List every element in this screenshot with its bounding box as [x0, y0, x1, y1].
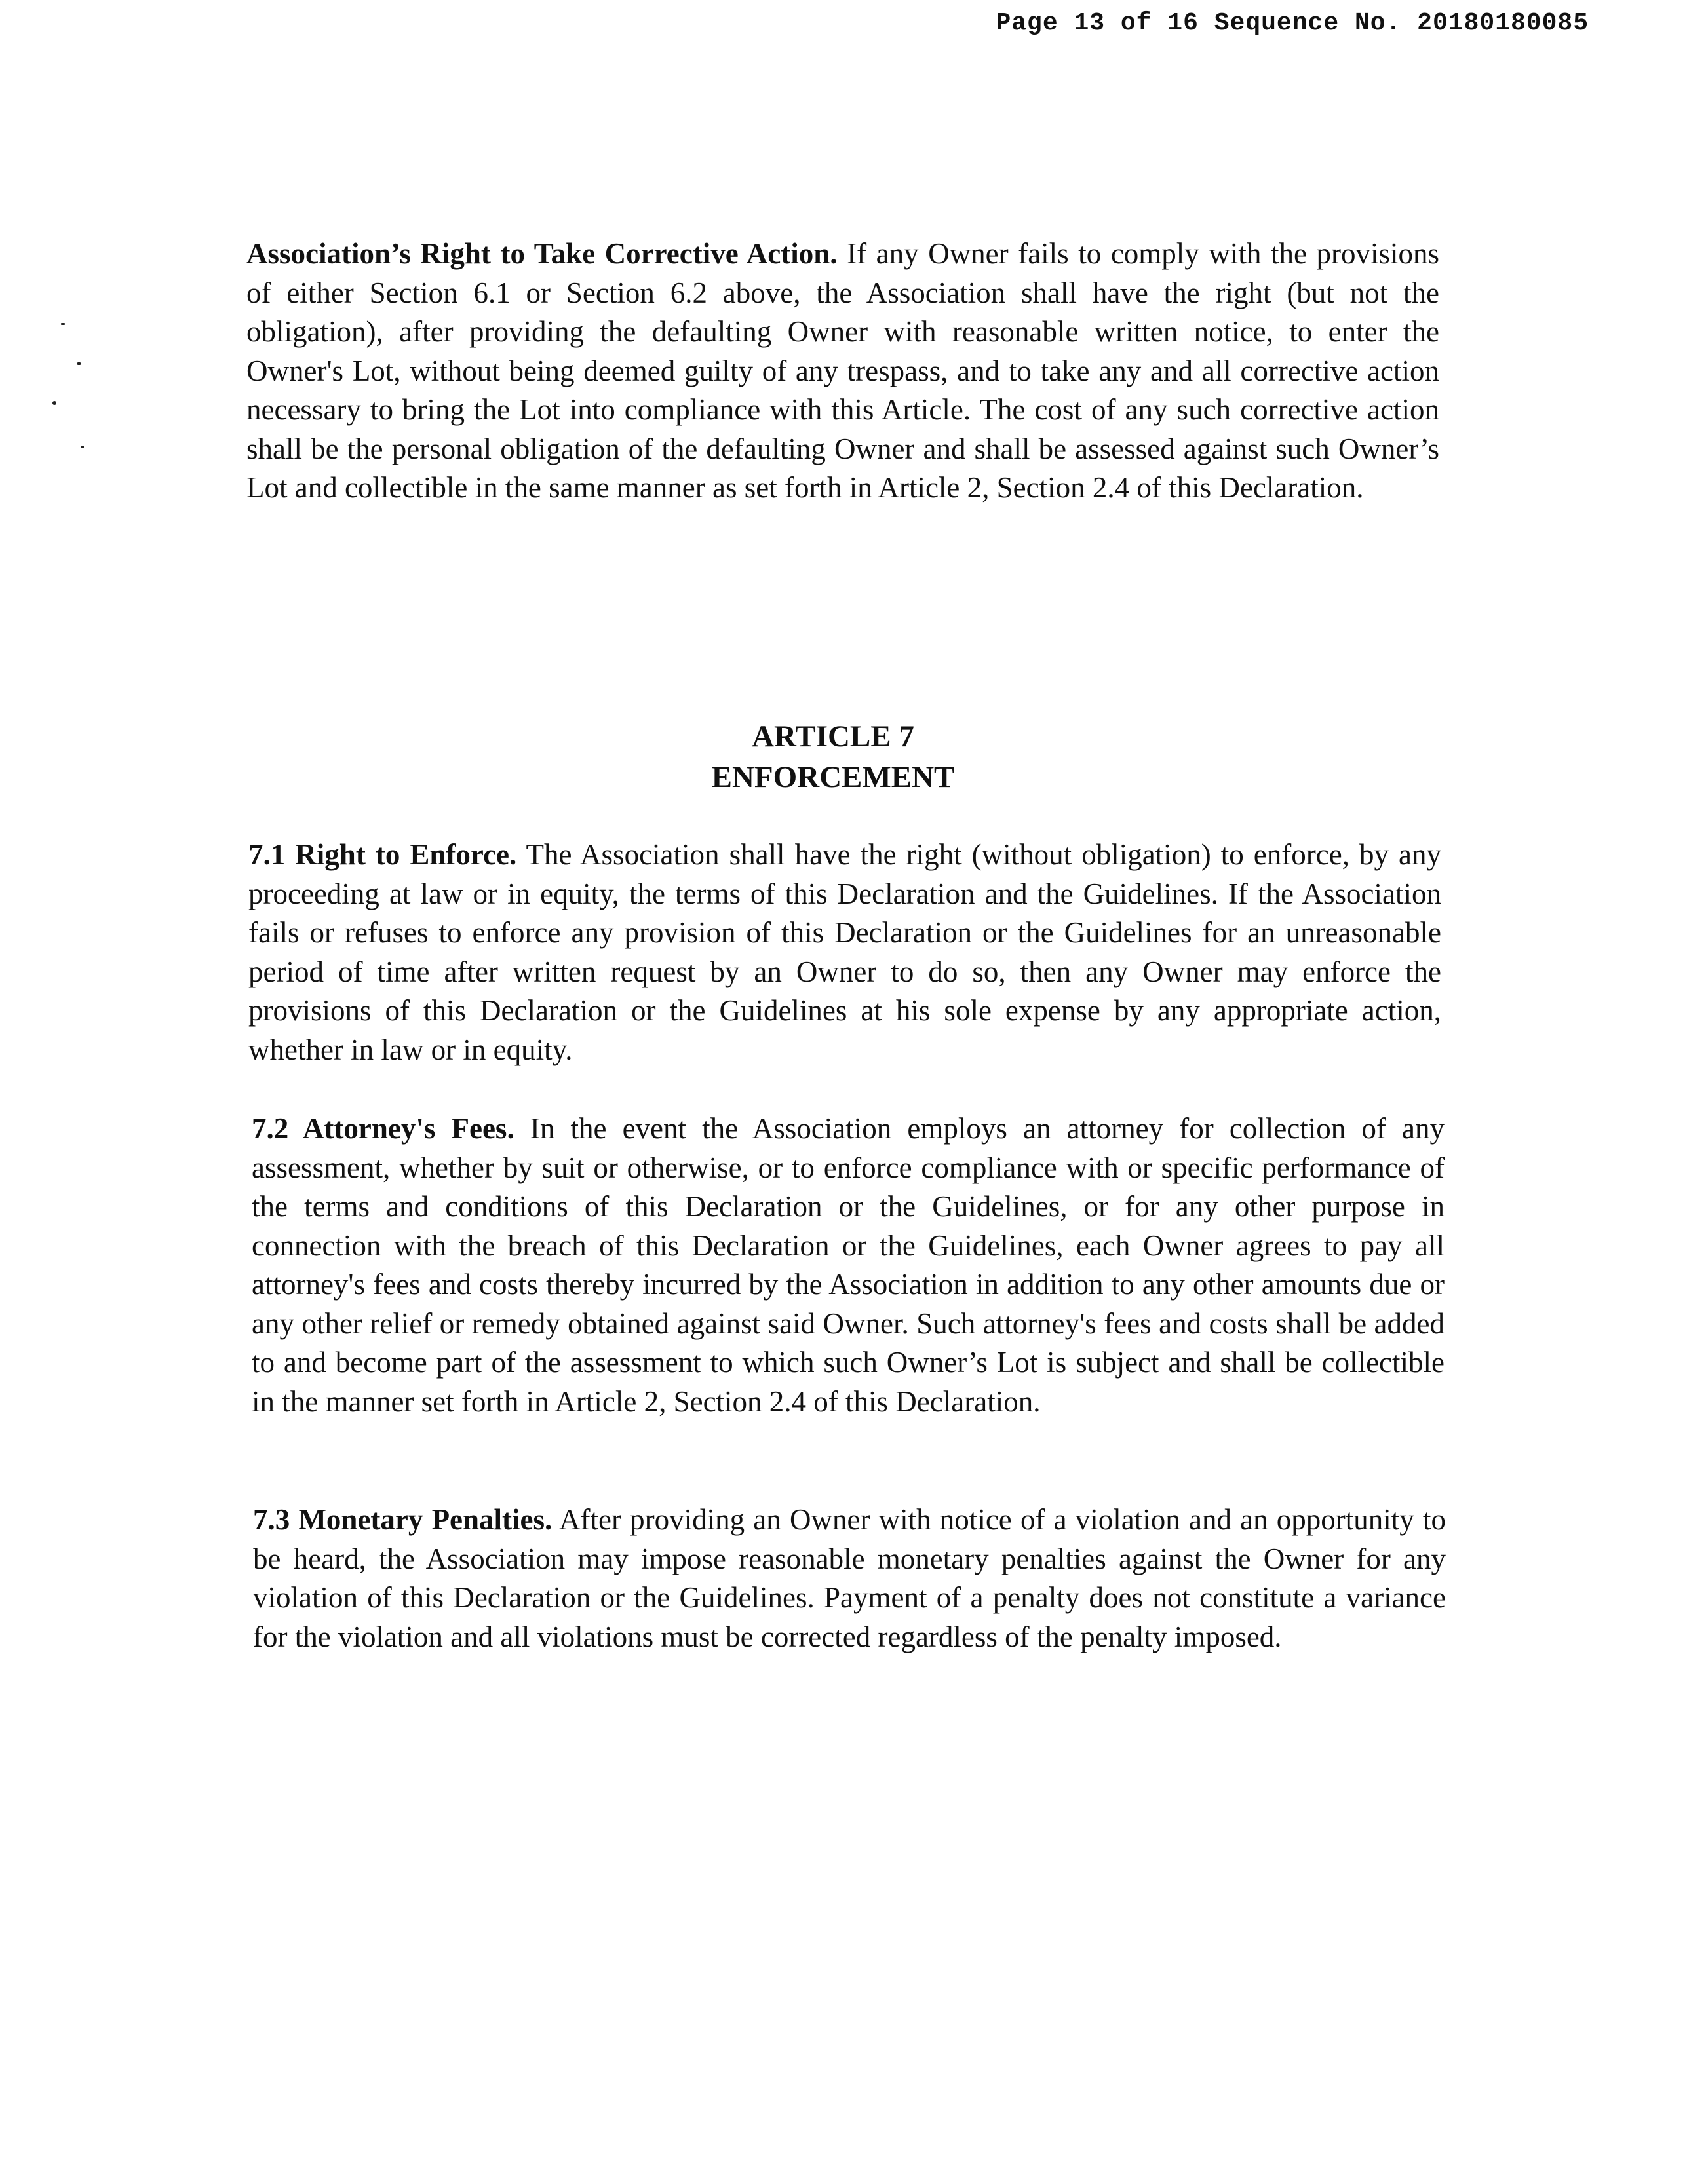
section-7-2-paragraph: [252, 1109, 1445, 1421]
section-7-3-heading: 7.3 Monetary Penalties.: [253, 1503, 553, 1536]
corrective-action-body: If any Owner fails to comply with the provisions of either Section 6.1 or Section 6.2 above, the Association shall have the right (but not the obligation), after providing the defaulting Owner with reasonable written notice, to enter the Owner's Lot, without being deemed guilty of any trespass, and to take any and all corrective action necessary to bring the Lot into compliance with this Article. The cost of any such corrective action shall be the personal obligation of the defaulting Owner and shall be assessed against such Owner’s Lot and collectible in the same manner as set forth in Article 2, Section 2.4 of this Declaration.: [246, 237, 1439, 504]
article-title: ENFORCEMENT: [711, 760, 955, 794]
corrective-action-paragraph: [246, 235, 1439, 508]
page-header-sequence: Page 13 of 16 Sequence No. 20180180085: [996, 9, 1589, 37]
section-7-2-heading: 7.2 Attorney's Fees.: [252, 1112, 514, 1145]
section-7-1-heading: 7.1 Right to Enforce.: [248, 838, 517, 871]
article-number: ARTICLE 7: [752, 719, 914, 754]
section-7-1-paragraph: [248, 835, 1441, 1069]
scan-speck: [81, 446, 84, 448]
section-7-3-body: After providing an Owner with notice of a violation and an opportunity to be heard, the Association may impose reasonable monetary penalties against the Owner for any violation of this Declaration or the Guidelines. Payment of a penalty does not constitute a variance for the violation and all violations must be corrected regardless of the penalty imposed.: [253, 1503, 1446, 1653]
section-7-1-body: The Association shall have the right (without obligation) to enforce, by any proceeding at law or in equity, the terms of this Declaration and the Guidelines. If the Association fails or refuses to enforce any provision of this Declaration or the Guidelines for an unreasonable period of time after written request by an Owner to do so, then any Owner may enforce the provisions of this Declaration or the Guidelines at his sole expense by any appropriate action, whether in law or in equity.: [248, 838, 1441, 1066]
section-7-3-paragraph: [253, 1501, 1446, 1657]
article-heading: [702, 716, 964, 797]
scan-speck: [52, 401, 56, 405]
corrective-action-heading: Association’s Right to Take Corrective Action.: [246, 237, 838, 270]
scan-speck: [77, 362, 81, 365]
section-7-2-body: In the event the Association employs an attorney for collection of any assessment, whether by suit or otherwise, or to enforce compliance with or specific performance of the terms and conditions of this Declaration or the Guidelines, or for any other purpose in connection with the breach of this Declaration or the Guidelines, each Owner agrees to pay all attorney's fees and costs thereby incurred by the Association in addition to any other amounts due or any other relief or remedy obtained against said Owner. Such attorney's fees and costs shall be added to and become part of the assessment to which such Owner’s Lot is subject and shall be collectible in the manner set forth in Article 2, Section 2.4 of this Declaration.: [252, 1112, 1445, 1418]
scan-speck: [61, 323, 65, 325]
